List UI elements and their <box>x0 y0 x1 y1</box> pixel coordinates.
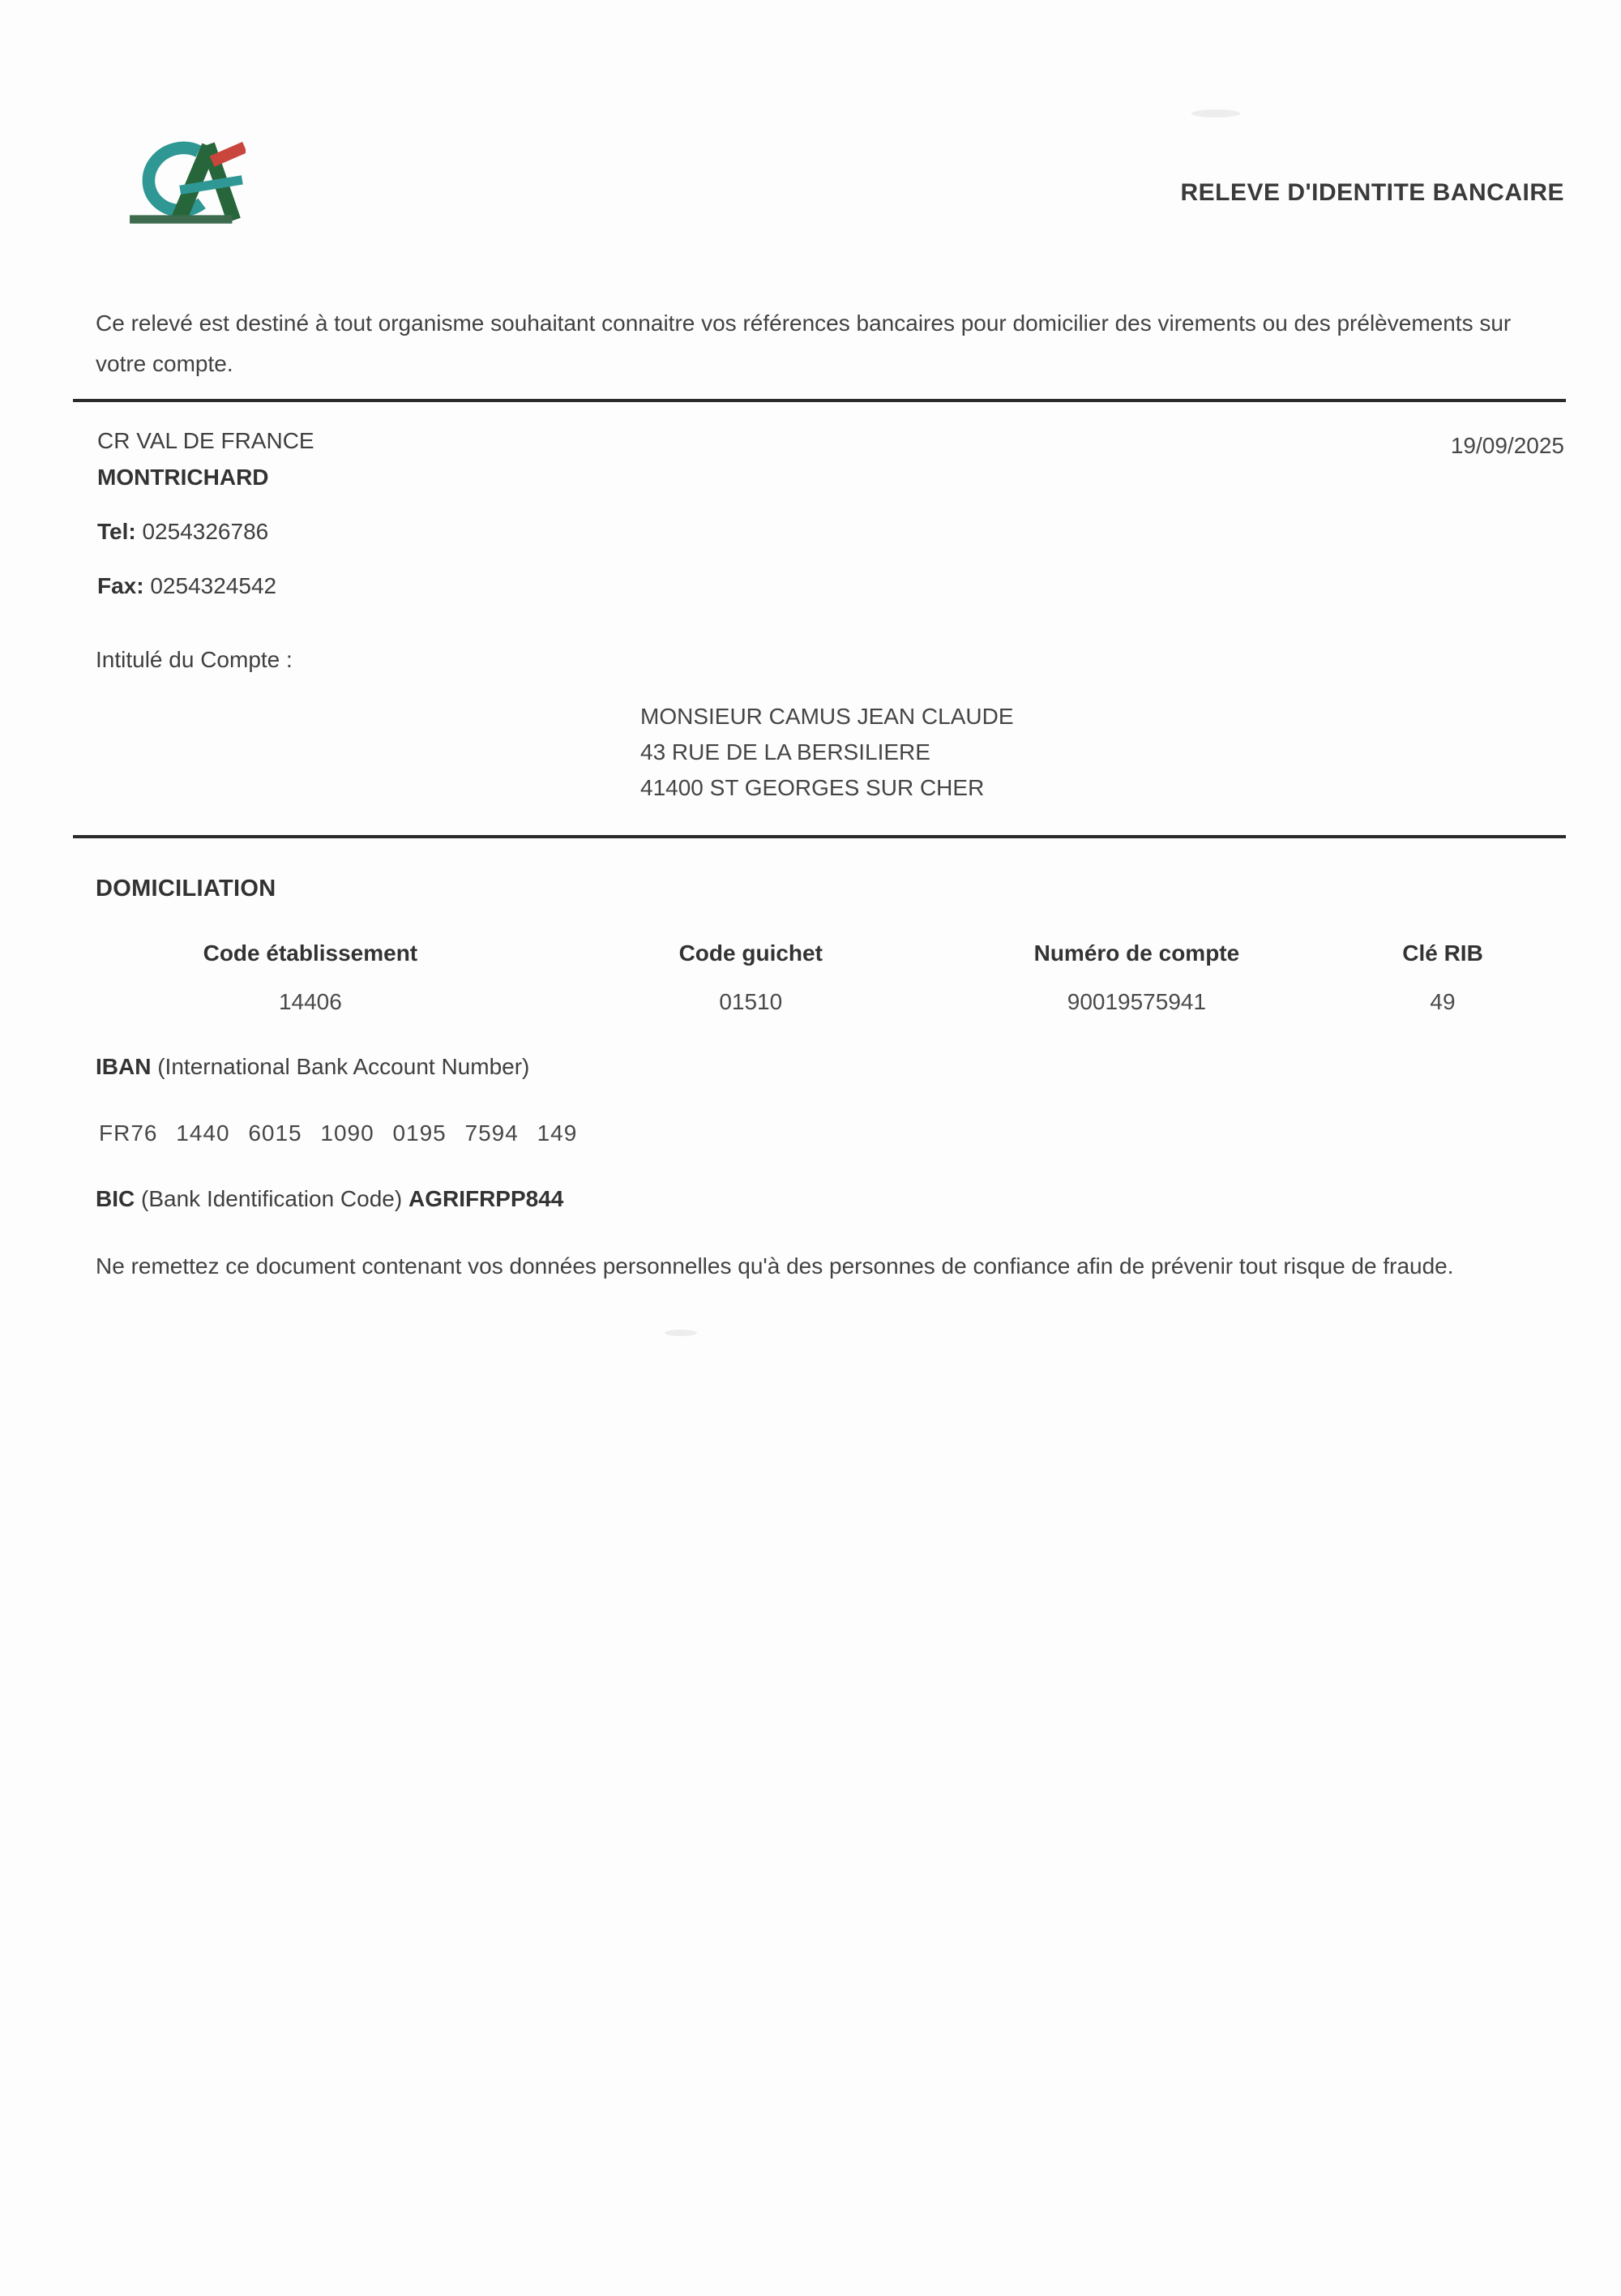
column-header-code-etablissement: Code établissement <box>203 940 418 966</box>
horizontal-rule-middle <box>73 835 1566 838</box>
document-title: RELEVE D'IDENTITE BANCAIRE <box>1180 179 1564 206</box>
tel-value: 0254326786 <box>142 519 269 544</box>
bic-line <box>96 1186 563 1212</box>
column-header-code-guichet: Code guichet <box>678 940 823 966</box>
horizontal-rule-top <box>73 399 1566 402</box>
bic-label-bold: BIC <box>96 1186 135 1211</box>
branch-telephone <box>97 519 268 545</box>
iban-label-rest: (International Bank Account Number) <box>151 1054 530 1079</box>
iban-value: FR76 1440 6015 1090 0195 7594 149 <box>99 1120 578 1146</box>
account-holder-name: MONSIEUR CAMUS JEAN CLAUDE <box>640 704 1014 729</box>
rib-table <box>73 940 1566 1015</box>
intro-paragraph: Ce relevé est destiné à tout organisme souhaitant connaitre vos références bancaires pour domicilier des virements ou des prélèvements sur votre compte. <box>96 311 1512 377</box>
bic-label-rest: (Bank Identification Code) <box>135 1186 408 1211</box>
credit-agricole-logo <box>128 139 246 225</box>
value-numero-de-compte: 90019575941 <box>1067 989 1207 1014</box>
tel-label: Tel: <box>97 519 136 544</box>
value-code-etablissement: 14406 <box>278 989 342 1014</box>
scan-artifact <box>1191 109 1240 118</box>
bic-value: AGRIFRPP844 <box>408 1186 564 1211</box>
column-header-cle-rib: Clé RIB <box>1402 940 1483 966</box>
value-cle-rib: 49 <box>1430 989 1456 1014</box>
account-title-label: Intitulé du Compte : <box>96 647 293 672</box>
branch-fax <box>97 573 276 599</box>
iban-label-bold: IBAN <box>96 1054 152 1079</box>
iban-label-line <box>96 1054 529 1080</box>
domiciliation-section-title: DOMICILIATION <box>96 876 276 902</box>
value-code-guichet: 01510 <box>719 989 783 1014</box>
column-header-numero-de-compte: Numéro de compte <box>1033 940 1240 966</box>
fax-label: Fax: <box>97 573 144 598</box>
account-address-line2: 41400 ST GEORGES SUR CHER <box>640 775 985 801</box>
fax-value: 0254324542 <box>150 573 277 598</box>
branch-city: MONTRICHARD <box>97 465 269 490</box>
credit-agricole-logo-icon <box>128 139 246 225</box>
scan-artifact <box>665 1330 697 1336</box>
document-date: 19/09/2025 <box>1450 433 1564 458</box>
account-holder-block <box>640 699 1014 807</box>
branch-name: CR VAL DE FRANCE <box>97 428 314 453</box>
account-address-line1: 43 RUE DE LA BERSILIERE <box>640 739 930 765</box>
fraud-warning-paragraph: Ne remettez ce document contenant vos données personnelles qu'à des personnes de confiance afin de prévenir tout risque de fraude. <box>96 1253 1454 1279</box>
